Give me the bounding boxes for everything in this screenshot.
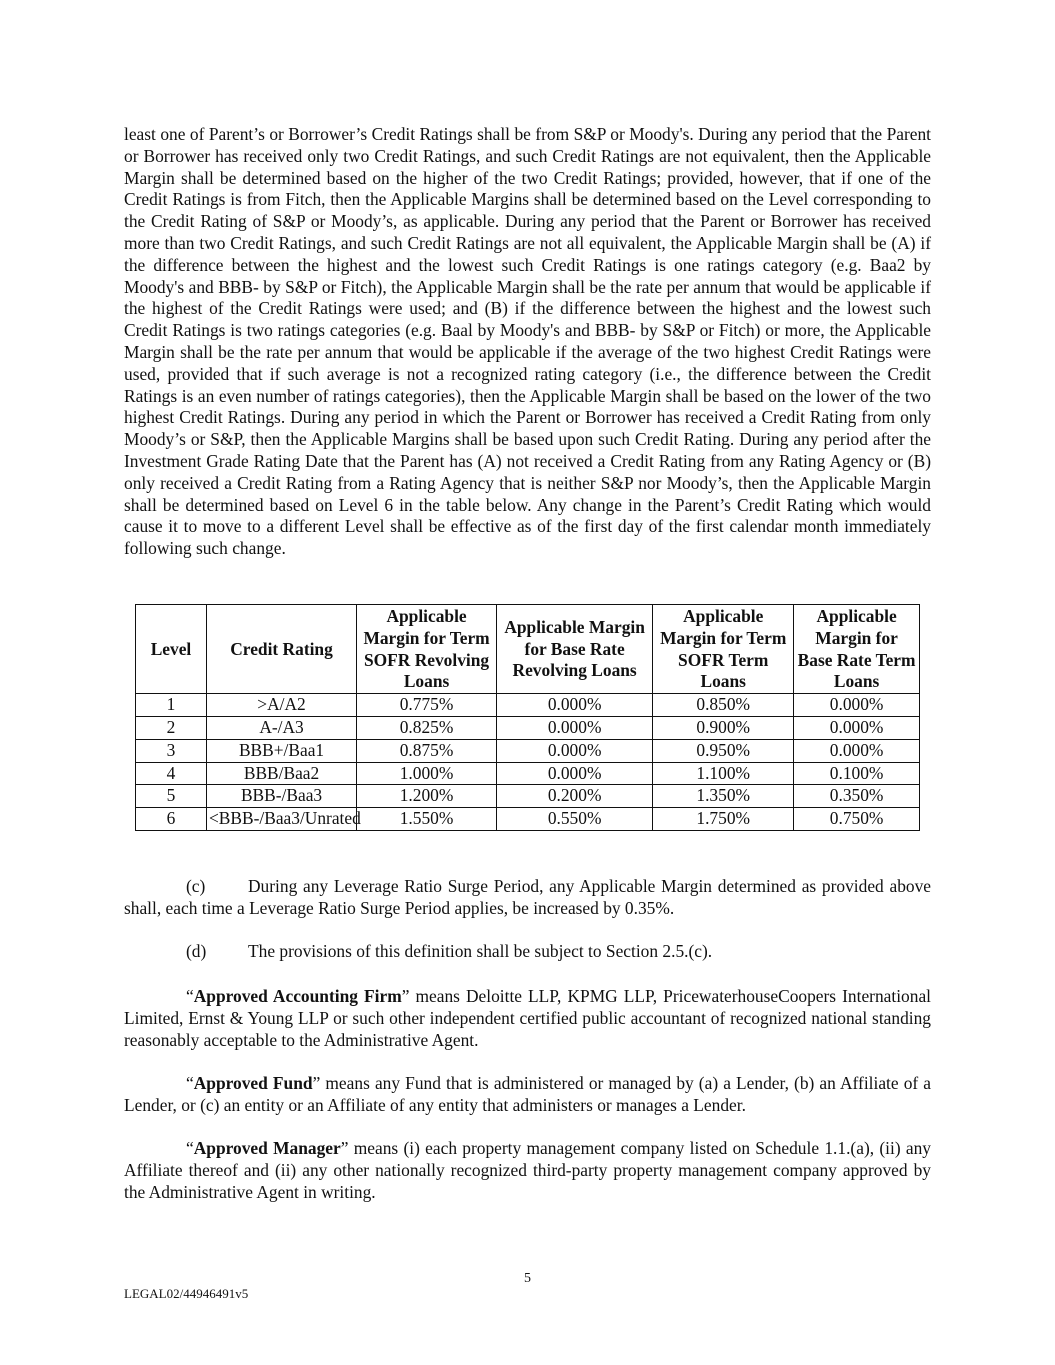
definition-text: ” means any Fund that is administered or managed by (a) a Lender, (b) an Affiliate of a Lender, or (c) an entity or an Affiliate of any entity that administers or manages a Lender. <box>124 1073 932 1115</box>
page-number: 5 <box>524 1271 531 1286</box>
cell-level: 2 <box>136 716 207 739</box>
header-credit-rating: Credit Rating <box>206 605 356 694</box>
cell-base-rate-term: 0.100% <box>794 762 920 785</box>
cell-sofr-revolving: 0.825% <box>357 716 497 739</box>
cell-base-rate-revolving: 0.000% <box>497 694 653 717</box>
cell-base-rate-revolving: 0.000% <box>497 762 653 785</box>
cell-base-rate-revolving: 0.200% <box>497 785 653 808</box>
clause-d-paragraph <box>124 941 931 963</box>
cell-credit-rating: A-/A3 <box>206 716 356 739</box>
open-quote: “ <box>186 1073 194 1093</box>
clause-d-label: (d) <box>186 941 207 961</box>
cell-sofr-revolving: 1.550% <box>357 808 497 831</box>
cell-base-rate-term: 0.000% <box>794 694 920 717</box>
table-header-row <box>136 605 920 694</box>
cell-sofr-revolving: 0.875% <box>357 739 497 762</box>
applicable-margin-table <box>135 604 920 831</box>
definition-text: ” means Deloitte LLP, KPMG LLP, PricewaterhouseCoopers International Limited, Ernst & Young LLP or such other independent certified public accountant of recognized national standing reasonably acceptable to the Administrative Agent. <box>124 986 931 1050</box>
document-id: LEGAL02/44946491v5 <box>124 1286 249 1301</box>
definition-approved-accounting-firm <box>124 986 931 1051</box>
defined-term: Approved Manager <box>193 1138 341 1158</box>
document-page <box>124 124 932 1202</box>
table-row <box>136 808 920 831</box>
cell-base-rate-revolving: 0.000% <box>497 739 653 762</box>
cell-level: 3 <box>136 739 207 762</box>
cell-sofr-term: 1.350% <box>653 785 794 808</box>
cell-credit-rating: BBB+/Baa1 <box>206 739 356 762</box>
cell-base-rate-term: 0.000% <box>794 739 920 762</box>
open-quote: “ <box>186 1138 194 1158</box>
cell-level: 4 <box>136 762 207 785</box>
definition-text: ” means (i) each property management company listed on Schedule 1.1.(a), (ii) any Affiliate thereof and (ii) any other nationally recognized third-party property management company approved by the Administrative Agent in writing. <box>124 1138 932 1202</box>
cell-base-rate-term: 0.750% <box>794 808 920 831</box>
header-base-rate-term: Applicable Margin for Base Rate Term Loans <box>794 605 920 694</box>
table-row <box>136 785 920 808</box>
cell-base-rate-revolving: 0.000% <box>497 716 653 739</box>
table-row <box>136 694 920 717</box>
cell-sofr-term: 0.950% <box>653 739 794 762</box>
definition-approved-manager <box>124 1138 931 1203</box>
cell-sofr-term: 0.900% <box>653 716 794 739</box>
defined-term: Approved Accounting Firm <box>193 986 402 1006</box>
table-row <box>136 762 920 785</box>
cell-sofr-revolving: 1.200% <box>357 785 497 808</box>
cell-credit-rating: BBB/Baa2 <box>206 762 356 785</box>
cell-base-rate-term: 0.000% <box>794 716 920 739</box>
clause-c-label: (c) <box>186 876 206 896</box>
header-sofr-term: Applicable Margin for Term SOFR Term Loans <box>653 605 794 694</box>
definition-approved-fund <box>124 1073 931 1117</box>
cell-sofr-revolving: 1.000% <box>357 762 497 785</box>
cell-sofr-term: 0.850% <box>653 694 794 717</box>
cell-credit-rating: BBB-/Baa3 <box>206 785 356 808</box>
header-base-rate-revolving: Applicable Margin for Base Rate Revolving Loans <box>497 605 653 694</box>
clause-d-text: The provisions of this definition shall be subject to Section 2.5.(c). <box>248 941 713 961</box>
cell-sofr-term: 1.750% <box>653 808 794 831</box>
intro-paragraph: least one of Parent’s or Borrower’s Credit Ratings shall be from S&P or Moody's. During any period that the Parent or Borrower has received only two Credit Ratings, and such Credit Ratings are not equivalent, then the Applicable Margin shall be determined based on the higher of the two Credit Ratings; provided, however, that if one of the Credit Ratings is from Fitch, then the Applicable Margins shall be determined based on the Level corresponding to the Credit Rating of S&P or Moody’s, as applicable. During any period that the Parent or Borrower has received more than two Credit Ratings, and such Credit Ratings are not all equivalent, the Applicable Margin shall be (A) if the difference between the highest and the lowest such Credit Ratings is one ratings category (e.g. Baa2 by Moody's and BBB- by S&P or Fitch), the Applicable Margin shall be the rate per annum that would be applicable if the highest of the Credit Ratings were used; and (B) if the difference between the highest and the lowest such Credit Ratings is two ratings categories (e.g. Baal by Moody's and BBB- by S&P or Fitch) or more, the Applicable Margin shall be the rate per annum that would be applicable if the average of the two highest Credit Ratings were used, provided that if such average is not a recognized rating category (i.e., the difference between the Credit Ratings is an even number of ratings categories), then the Applicable Margin shall be based on the lower of the two highest Credit Ratings. During any period in which the Parent or Borrower has received a Credit Rating from only Moody’s or S&P, then the Applicable Margins shall be based upon such Credit Rating. During any period after the Investment Grade Rating Date that the Parent has (A) not received a Credit Rating from any Rating Agency or (B) only received a Credit Rating from a Rating Agency that is neither S&P nor Moody’s, then the Applicable Margin shall be determined based on Level 6 in the table below. Any change in the Parent’s Credit Rating which would cause it to move to a different Level shall be effective as of the first day of the first calendar month immediately following such change. <box>124 124 931 559</box>
header-sofr-revolving: Applicable Margin for Term SOFR Revolving Loans <box>357 605 497 694</box>
cell-level: 1 <box>136 694 207 717</box>
open-quote: “ <box>186 986 194 1006</box>
table-row <box>136 739 920 762</box>
cell-sofr-term: 1.100% <box>653 762 794 785</box>
defined-term: Approved Fund <box>193 1073 313 1093</box>
header-level: Level <box>136 605 207 694</box>
cell-level: 6 <box>136 808 207 831</box>
cell-base-rate-revolving: 0.550% <box>497 808 653 831</box>
cell-level: 5 <box>136 785 207 808</box>
cell-credit-rating: >A/A2 <box>206 694 356 717</box>
cell-credit-rating: <BBB-/Baa3/Unrated <box>206 808 356 831</box>
cell-base-rate-term: 0.350% <box>794 785 920 808</box>
table-row <box>136 716 920 739</box>
cell-sofr-revolving: 0.775% <box>357 694 497 717</box>
clause-c-paragraph <box>124 876 931 920</box>
clause-c-text: During any Leverage Ratio Surge Period, any Applicable Margin determined as provided above shall, each time a Leverage Ratio Surge Period applies, be increased by 0.35%. <box>124 876 931 918</box>
